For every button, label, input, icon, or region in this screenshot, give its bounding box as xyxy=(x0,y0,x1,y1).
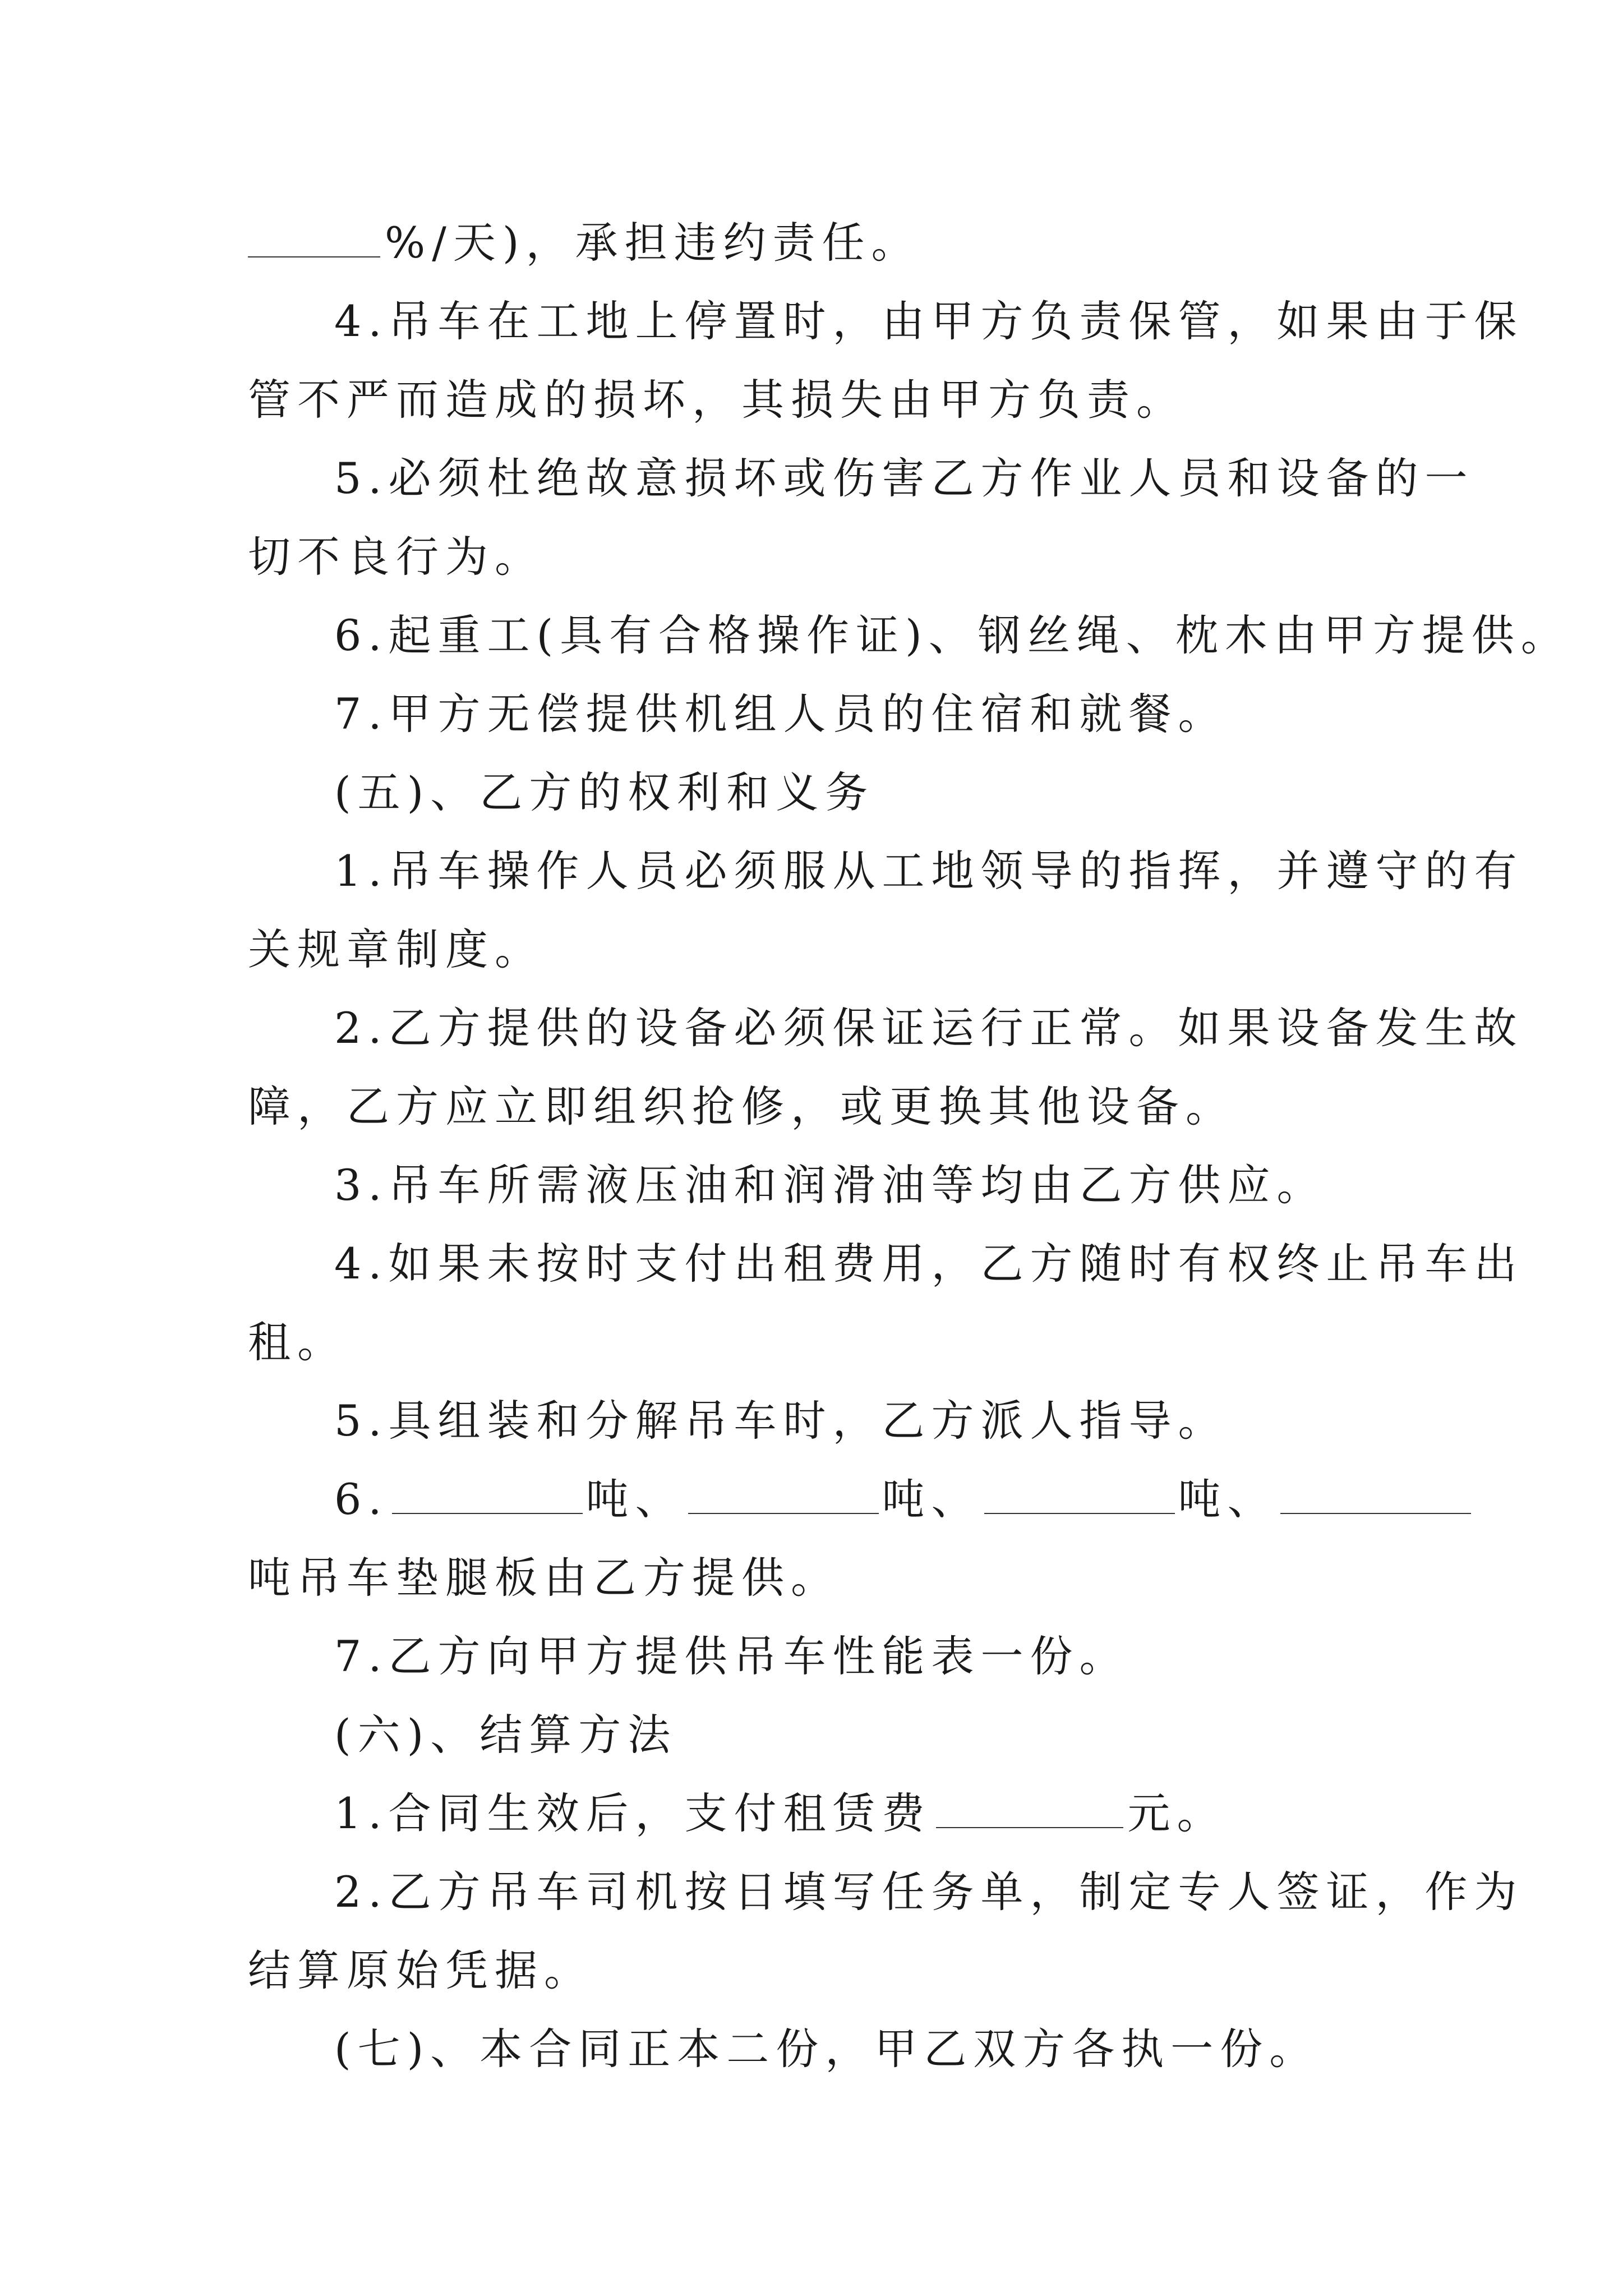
party-a-clause-4-line-1: 4.吊车在工地上停置时，由甲方负责保管，如果由于保 xyxy=(334,296,1524,346)
penalty-rate-text: %/天)，承担违约责任。 xyxy=(385,218,921,268)
settlement-clause-1 xyxy=(334,1783,1386,1844)
ton-label-2: 吨、 xyxy=(882,1474,981,1524)
rental-fee-blank[interactable] xyxy=(936,1788,1123,1828)
section-5-heading: (五)、乙方的权利和义务 xyxy=(334,767,875,817)
clause-6-number: 6. xyxy=(334,1474,389,1524)
party-a-clause-5-line-1: 5.必须杜绝故意损坏或伤害乙方作业人员和设备的一 xyxy=(334,453,1474,503)
party-a-clause-5-line-2: 切不良行为。 xyxy=(248,532,544,582)
party-b-clause-6-line-2: 吨吊车垫腿板由乙方提供。 xyxy=(248,1553,840,1603)
ton-blank-2[interactable] xyxy=(688,1474,879,1514)
section-6-heading: (六)、结算方法 xyxy=(334,1710,677,1760)
party-a-clause-7: 7.甲方无偿提供机组人员的住宿和就餐。 xyxy=(334,689,1228,739)
party-b-clause-5: 5.具组装和分解吊车时，乙方派人指导。 xyxy=(334,1396,1228,1446)
party-b-clause-2-line-2: 障，乙方应立即组织抢修，或更换其他设备。 xyxy=(248,1082,1235,1131)
ton-blank-4[interactable] xyxy=(1280,1474,1471,1514)
party-b-clause-4-line-1: 4.如果未按时支付出租费用，乙方随时有权终止吊车出 xyxy=(334,1239,1524,1289)
party-a-clause-4-line-2: 管不严而造成的损坏，其损失由甲方负责。 xyxy=(248,375,1186,425)
settlement-clause-1-unit: 元。 xyxy=(1127,1788,1227,1838)
settlement-clause-2-line-1: 2.乙方吊车司机按日填写任务单，制定专人签证，作为 xyxy=(334,1867,1524,1917)
party-a-clause-6: 6.起重工(具有合格操作证)、钢丝绳、枕木由甲方提供。 xyxy=(334,610,1570,660)
party-b-clause-3: 3.吊车所需液压油和润滑油等均由乙方供应。 xyxy=(334,1160,1326,1210)
settlement-clause-1-text: 1.合同生效后，支付租赁费 xyxy=(334,1788,932,1838)
party-b-clause-2-line-1: 2.乙方提供的设备必须保证运行正常。如果设备发生故 xyxy=(334,1003,1524,1053)
party-b-clause-4-line-2: 租。 xyxy=(248,1317,347,1367)
party-b-clause-1-line-2: 关规章制度。 xyxy=(248,924,544,974)
penalty-rate-blank[interactable] xyxy=(248,217,380,257)
party-b-clause-7: 7.乙方向甲方提供吊车性能表一份。 xyxy=(334,1631,1129,1681)
ton-label-3: 吨、 xyxy=(1178,1474,1277,1524)
section-7-text: (七)、本合同正本二份，甲乙双方各执一份。 xyxy=(334,2024,1319,2074)
penalty-rate-line xyxy=(248,212,1386,274)
ton-blank-1[interactable] xyxy=(392,1474,583,1514)
settlement-clause-2-line-2: 结算原始凭据。 xyxy=(248,1945,593,1995)
ton-blank-3[interactable] xyxy=(984,1474,1175,1514)
party-b-clause-6-line-1 xyxy=(334,1469,1386,1530)
ton-label-1: 吨、 xyxy=(585,1474,685,1524)
party-b-clause-1-line-1: 1.吊车操作人员必须服从工地领导的指挥，并遵守的有 xyxy=(334,846,1524,896)
